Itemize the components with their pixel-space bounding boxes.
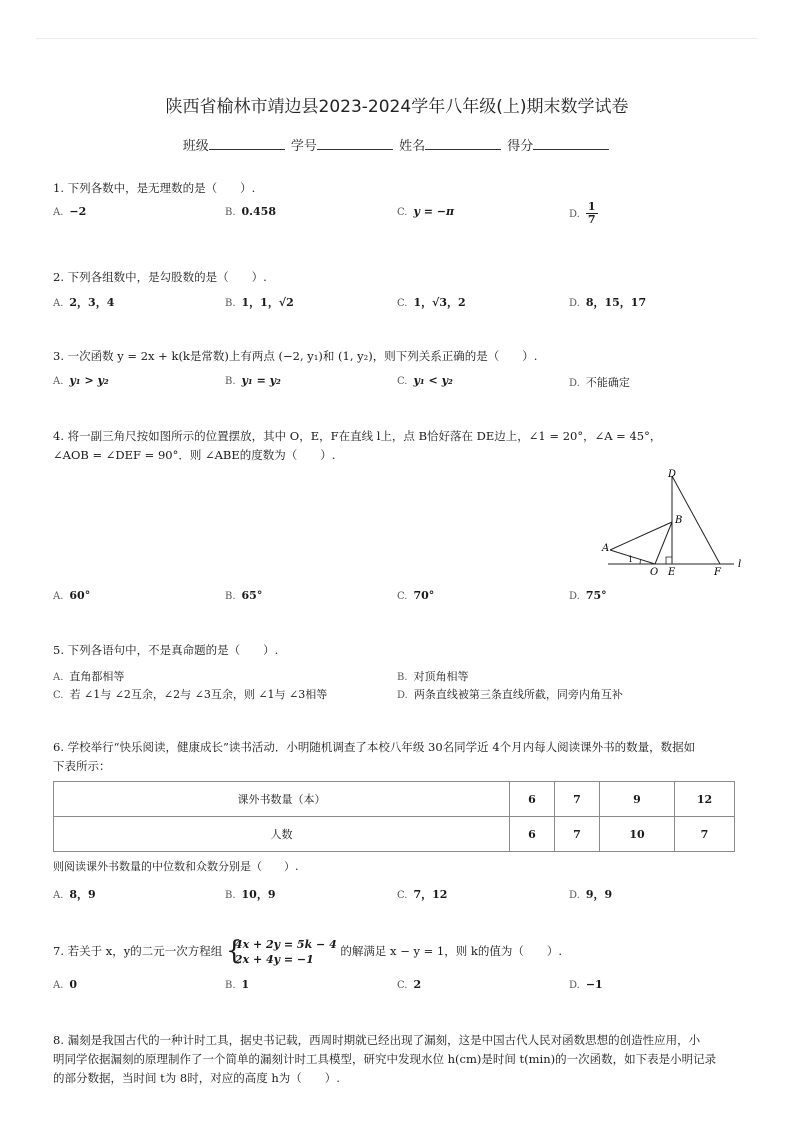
q2-option-c[interactable]: C. 1，√3，2 <box>397 296 466 309</box>
class-label: 班级 <box>182 139 209 154</box>
table-cell: 6 <box>510 782 555 817</box>
label-A: A <box>602 543 610 554</box>
label-1: 1 <box>628 555 634 564</box>
score-label: 得分 <box>507 139 534 154</box>
table-cell: 9 <box>600 782 675 817</box>
q7-option-a[interactable]: A. 0 <box>53 978 78 991</box>
q1-option-b[interactable]: B. 0.458 <box>225 205 276 218</box>
equation-2: 2x + 4y = −1 <box>234 953 314 966</box>
table-cell: 6 <box>510 817 555 852</box>
question-8-line-2: 明同学依据漏刻的原理制作了一个简单的漏刻计时工具模型，研究中发现水位 h(cm)是时间 t(min)的一次函数，如下表是小明记录 <box>53 1052 717 1066</box>
equation-1: 4x + 2y = 5k − 4 <box>234 938 337 951</box>
table-row <box>54 782 735 817</box>
question-7-text: 7. 若关于 x，y的二元一次方程组 { 4x + 2y = 5k − 4 2x + 4y = −1 的解满足 x − y = 1，则 k的值为（ ）. <box>53 936 563 966</box>
q7-option-c[interactable]: C. 2 <box>397 978 422 991</box>
question-8-line-1: 8. 漏刻是我国古代的一种计时工具，据史书记载，西周时期就已经出现了漏刻，这是中国古代人民对函数思想的创造性应用，小 <box>53 1033 701 1047</box>
books-data-table <box>53 781 735 852</box>
table-cell: 12 <box>675 782 735 817</box>
question-3-text: 3. 一次函数 y = 2x + k(k是常数)上有两点 (−2, y₁)和 (1, y₂)，则下列关系正确的是（ ）. <box>53 349 538 363</box>
q5-option-a[interactable]: A. 直角都相等 <box>53 670 125 683</box>
table-cell: 7 <box>555 817 600 852</box>
question-2-text: 2. 下列各组数中，是勾股数的是（ ）. <box>53 270 267 284</box>
name-blank[interactable] <box>425 137 501 150</box>
left-brace-icon: { <box>225 936 243 966</box>
question-4-line-1: 4. 将一副三角尺按如图所示的位置摆放，其中 O，E，F在直线 l上，点 B恰好落在 DE边上，∠1 = 20°，∠A = 45°， <box>53 429 662 443</box>
triangle-rulers-figure <box>600 466 760 586</box>
q4-option-b[interactable]: B. 65° <box>225 589 263 602</box>
q5-option-d[interactable]: D. 两条直线被第三条直线所截，同旁内角互补 <box>397 688 623 701</box>
q3-option-c[interactable]: C. y₁ < y₂ <box>397 374 453 387</box>
label-D: D <box>668 469 677 480</box>
q7-option-b[interactable]: B. 1 <box>225 978 250 991</box>
q4-option-d[interactable]: D. 75° <box>569 589 607 602</box>
table-cell: 7 <box>675 817 735 852</box>
student-info-line <box>0 135 794 154</box>
label-F: F <box>714 567 721 578</box>
score-blank[interactable] <box>533 137 609 150</box>
q4-option-a[interactable]: A. 60° <box>53 589 91 602</box>
table-cell: 10 <box>600 817 675 852</box>
class-blank[interactable] <box>209 137 285 150</box>
question-8-line-3: 的部分数据，当时间 t为 8时，对应的高度 h为（ ）. <box>53 1071 340 1085</box>
q5-option-c[interactable]: C. 若 ∠1与 ∠2互余，∠2与 ∠3互余，则 ∠1与 ∠3相等 <box>53 688 328 701</box>
label-E: E <box>668 567 676 578</box>
id-label: 学号 <box>290 139 317 154</box>
q2-option-d[interactable]: D. 8，15，17 <box>569 296 647 309</box>
q2-option-b[interactable]: B. 1，1，√2 <box>225 296 294 309</box>
name-label: 姓名 <box>399 139 426 154</box>
question-5-text: 5. 下列各语句中，不是真命题的是（ ）. <box>53 643 279 657</box>
row-header-books: 课外书数量（本） <box>54 782 510 817</box>
question-1-text: 1. 下列各数中，是无理数的是（ ）. <box>53 181 256 195</box>
label-B: B <box>675 515 683 526</box>
q3-option-a[interactable]: A. y₁ > y₂ <box>53 374 109 387</box>
q6-option-b[interactable]: B. 10，9 <box>225 888 276 901</box>
q6-option-c[interactable]: C. 7，12 <box>397 888 448 901</box>
row-header-people: 人数 <box>54 817 510 852</box>
equation-system <box>226 937 337 967</box>
label-O: O <box>650 567 659 578</box>
q1-option-a[interactable]: A. −2 <box>53 205 87 218</box>
question-6-prompt: 则阅读课外书数量的中位数和众数分别是（ ）. <box>53 860 299 873</box>
page-title: 陕西省榆林市靖边县2023-2024学年八年级(上)期末数学试卷 <box>165 97 629 117</box>
q3-option-b[interactable]: B. y₁ = y₂ <box>225 374 281 387</box>
q1-option-d[interactable]: D. $\frac{1}{7}$ <box>569 200 596 226</box>
q4-option-c[interactable]: C. 70° <box>397 589 435 602</box>
q3-option-d[interactable]: D. 不能确定 <box>569 376 630 389</box>
q1-option-c[interactable]: C. y = −π <box>397 205 455 218</box>
q2-option-a[interactable]: A. 2，3，4 <box>53 296 115 309</box>
table-cell: 7 <box>555 782 600 817</box>
question-4-line-2: ∠AOB = ∠DEF = 90°．则 ∠ABE的度数为（ ）. <box>53 448 336 462</box>
top-divider <box>36 38 758 39</box>
q5-option-b[interactable]: B. 对顶角相等 <box>397 670 469 683</box>
question-6-line-2: 下表所示： <box>53 759 111 773</box>
q6-option-d[interactable]: D. 9，9 <box>569 888 613 901</box>
q6-option-a[interactable]: A. 8，9 <box>53 888 96 901</box>
table-row <box>54 817 735 852</box>
fraction-one-seventh: $\frac{1}{7}$ <box>587 200 596 226</box>
right-angle-mark-E <box>666 557 672 564</box>
label-l: l <box>738 559 742 570</box>
q7-option-d[interactable]: D. −1 <box>569 978 603 991</box>
id-blank[interactable] <box>317 137 393 150</box>
question-6-line-1: 6. 学校举行“快乐阅读，健康成长”读书活动．小明随机调查了本校八年级 30名同学近 4个月内每人阅读课外书的数量，数据如 <box>53 740 696 754</box>
